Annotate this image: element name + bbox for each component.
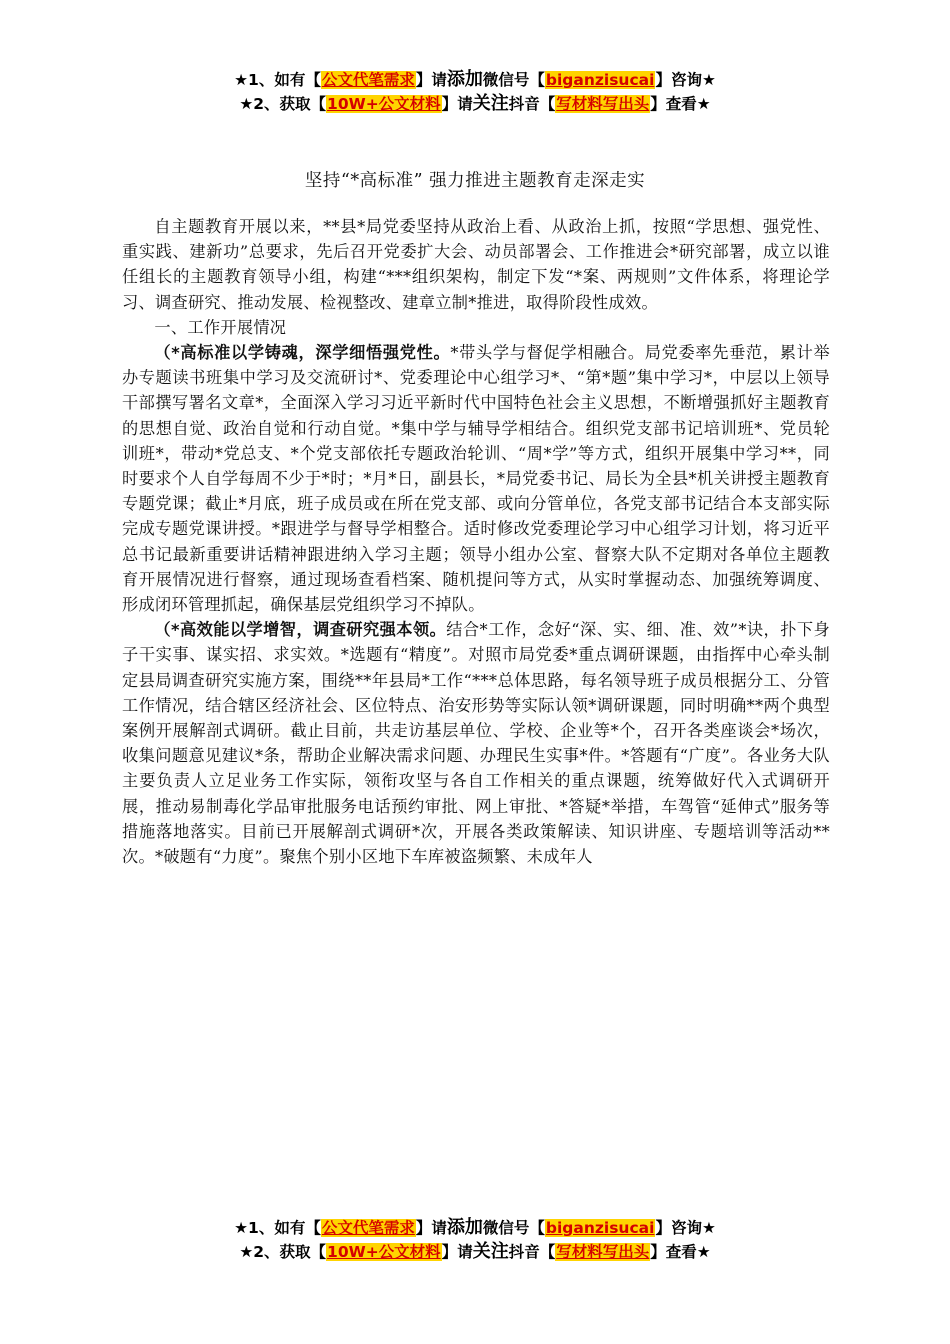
promo-text: ★2、获取【: [239, 1243, 327, 1261]
document-title: 坚持“*高标准” 强力推进主题教育走深走实: [304, 171, 646, 191]
promo-douyin-id: 写材料写出头: [556, 1243, 650, 1261]
top-promo-banner: [0, 68, 950, 116]
promo-text: 】查看★: [650, 95, 711, 113]
paragraph-heading: （*高标准以学铸魂，深学细悟强党性。: [154, 343, 451, 363]
promo-line-2: [0, 92, 950, 116]
promo-line-1: [0, 68, 950, 92]
intro-paragraph: 自主题教育开展以来，**县*局党委坚持从政治上看、从政治上抓，按照“学思想、强党性、重实践、建新功”总要求，先后召开党委扩大会、动员部署会、工作推进会*研究部署，成立以谁任组长的主题教育领导小组，构建“***组织架构，制定下发“*案、两规则”文件体系，将理论学习、调查研究、推动发展、检视整改、建章立制*推进，取得阶段性成效。: [122, 217, 830, 312]
section-heading: 一、工作开展情况: [154, 317, 287, 337]
promo-highlight: 公文代笔需求: [321, 71, 415, 89]
promo-line-2: [0, 1240, 950, 1264]
promo-highlight: 10W+公文材料: [327, 95, 441, 113]
promo-text: ★1、如有【: [234, 1219, 321, 1237]
paragraph-study: [122, 340, 830, 617]
paragraph-research: [122, 617, 830, 869]
document-body: [122, 214, 830, 869]
promo-wechat-id: biganzisucai: [545, 1219, 655, 1237]
paragraph-text: *带头学与督促学相融合。局党委率先垂范，累计举办专题读书班集中学习及交流研讨*、党委理论中心组学习*、“第*题”集中学习*，中层以上领导干部撰写署名文章*，全面深入学习习近平新时代中国特色社会主义思想，不断增强抓好主题教育的思想自觉、政治自觉和行动自觉。*集中学与辅导学相结合。组织党支部书记培训班*、党员轮训班*，带动*党总支、*个党支部依托专题政治轮训、“周*学”等方式，组织开展集中学习**，同时要求个人自学每周不少于*时；*月*日，副县长，*局党委书记、局长为全县*机关讲授主题教育专题党课；截止*月底，班子成员或在所在党支部、或向分管单位，各党支部书记结合本支部实际完成专题党课讲授。*跟进学与督导学相整合。适时修改党委理论学习中心组学习计划，将习近平总书记最新重要讲话精神跟进纳入学习主题；领导小组办公室、督察大队不定期对各单位主题教育开展情况进行督察，通过现场查看档案、随机提问等方式，从实时掌握动态、加强统筹调度、形成闭环管理抓起，确保基层党组织学习不掉队。: [122, 343, 830, 615]
promo-text: 微信号【: [482, 71, 545, 89]
promo-text: 抖音【: [508, 1243, 556, 1261]
promo-highlight: 公文代笔需求: [321, 1219, 415, 1237]
promo-text: 】请: [415, 71, 447, 89]
promo-line-1: [0, 1216, 950, 1240]
promo-text: 】咨询★: [655, 71, 716, 89]
promo-text: 抖音【: [508, 95, 556, 113]
bottom-promo-banner: [0, 1216, 950, 1264]
promo-emphasis: 添加: [446, 1217, 483, 1238]
promo-text: ★1、如有【: [234, 71, 321, 89]
promo-highlight: 10W+公文材料: [327, 1243, 441, 1261]
promo-text: 】请: [415, 1219, 447, 1237]
promo-douyin-id: 写材料写出头: [556, 95, 650, 113]
promo-text: 】查看★: [650, 1243, 711, 1261]
promo-text: 】咨询★: [655, 1219, 716, 1237]
promo-emphasis: 添加: [446, 69, 483, 90]
promo-wechat-id: biganzisucai: [545, 71, 655, 89]
promo-emphasis: 关注: [472, 1241, 509, 1262]
promo-text: 】请: [441, 1243, 473, 1261]
paragraph-text: 结合*工作，念好“深、实、细、准、效”*诀，扑下身子干实事、谋实招、求实效。*选题有“精度”。对照市局党委*重点调研课题，由指挥中心牵头制定县局调查研究实施方案，围绕**年县局*工作“***总体思路，每名领导班子成员根据分工、分管工作情况，结合辖区经济社会、区位特点、治安形势等实际认领*调研课题，同时明确**两个典型案例开展解剖式调研。截止目前，共走访基层单位、学校、企业等*个，召开各类座谈会*场次，收集问题意见建议*条，帮助企业解决需求问题、办理民生实事*件。*答题有“广度”。各业务大队主要负责人立足业务工作实际，领衔攻坚与各自工作相关的重点课题，统筹做好代入式调研开展，推动易制毒化学品审批服务电话预约审批、网上审批、*答疑*举措，车驾管“延伸式”服务等措施落地落实。目前已开展解剖式调研*次，开展各类政策解读、知识讲座、专题培训等活动**次。*破题有“力度”。聚焦个别小区地下车库被盗频繁、未成年人: [122, 620, 830, 867]
promo-text: ★2、获取【: [239, 95, 327, 113]
paragraph-heading: （*高效能以学增智，调查研究强本领。: [154, 620, 447, 640]
promo-emphasis: 关注: [472, 93, 509, 114]
promo-text: 】请: [441, 95, 473, 113]
promo-text: 微信号【: [482, 1219, 545, 1237]
